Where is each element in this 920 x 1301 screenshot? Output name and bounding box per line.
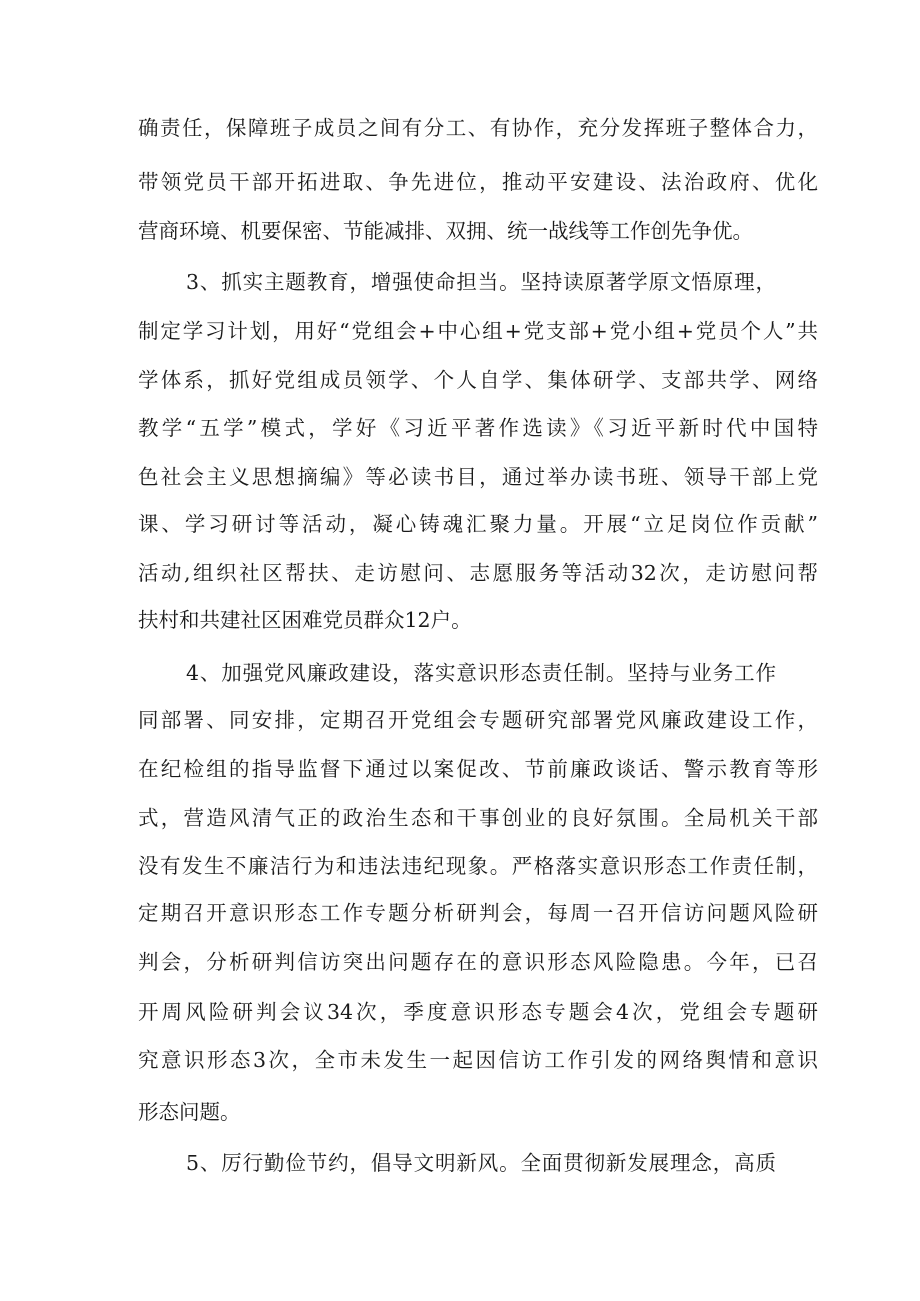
text-line: 学体系，抓好党组成员领学、个人自学、集体研学、支部共学、网络 bbox=[138, 368, 818, 392]
text-line: 制定学习计划，用好“党组会+中心组+党支部+党小组+党员个人”共 bbox=[138, 319, 818, 343]
text-line: 活动,组织社区帮扶、走访慰问、志愿服务等活动32次，走访慰问帮 bbox=[138, 561, 818, 585]
text-line: 5、厉行勤俭节约，倡导文明新风。全面贯彻新发展理念，高质 bbox=[186, 1151, 776, 1175]
text-line: 开周风险研判会议34次，季度意识形态专题会4次，党组会专题研 bbox=[138, 1000, 818, 1024]
text-line: 营商环境、机要保密、节能减排、双拥、统一战线等工作创先争优。 bbox=[138, 219, 753, 243]
text-line: 判会，分析研判信访突出问题存在的意识形态风险隐患。今年，已召 bbox=[138, 950, 818, 974]
text-line: 带领党员干部开拓进取、争先进位，推动平安建设、法治政府、优化 bbox=[138, 170, 818, 194]
text-line: 在纪检组的指导监督下通过以案促改、节前廉政谈话、警示教育等形 bbox=[138, 757, 818, 781]
text-line: 同部署、同安排，定期召开党组会专题研究部署党风廉政建设工作， bbox=[138, 708, 818, 732]
text-line: 4、加强党风廉政建设，落实意识形态责任制。坚持与业务工作 bbox=[186, 661, 776, 685]
text-line: 式，营造风清气正的政治生态和干事创业的良好氛围。全局机关干部 bbox=[138, 806, 818, 830]
text-line: 究意识形态3次，全市未发生一起因信访工作引发的网络舆情和意识 bbox=[138, 1048, 818, 1072]
text-line: 没有发生不廉洁行为和违法违纪现象。严格落实意识形态工作责任制， bbox=[138, 854, 818, 878]
text-line: 教学“五学”模式，学好《习近平著作选读》《习近平新时代中国特 bbox=[138, 416, 818, 440]
text-line: 确责任，保障班子成员之间有分工、有协作，充分发挥班子整体合力， bbox=[138, 116, 818, 140]
text-line: 形态问题。 bbox=[138, 1100, 241, 1124]
text-line: 课、学习研讨等活动，凝心铸魂汇聚力量。开展“立足岗位作贡献” bbox=[138, 512, 818, 536]
text-line: 定期召开意识形态工作专题分析研判会，每周一召开信访问题风险研 bbox=[138, 901, 818, 925]
text-line: 扶村和共建社区困难党员群众12户。 bbox=[138, 608, 472, 632]
text-line: 色社会主义思想摘编》等必读书目，通过举办读书班、领导干部上党 bbox=[138, 465, 818, 489]
text-line: 3、抓实主题教育，增强使命担当。坚持读原著学原文悟原理， bbox=[186, 270, 776, 294]
